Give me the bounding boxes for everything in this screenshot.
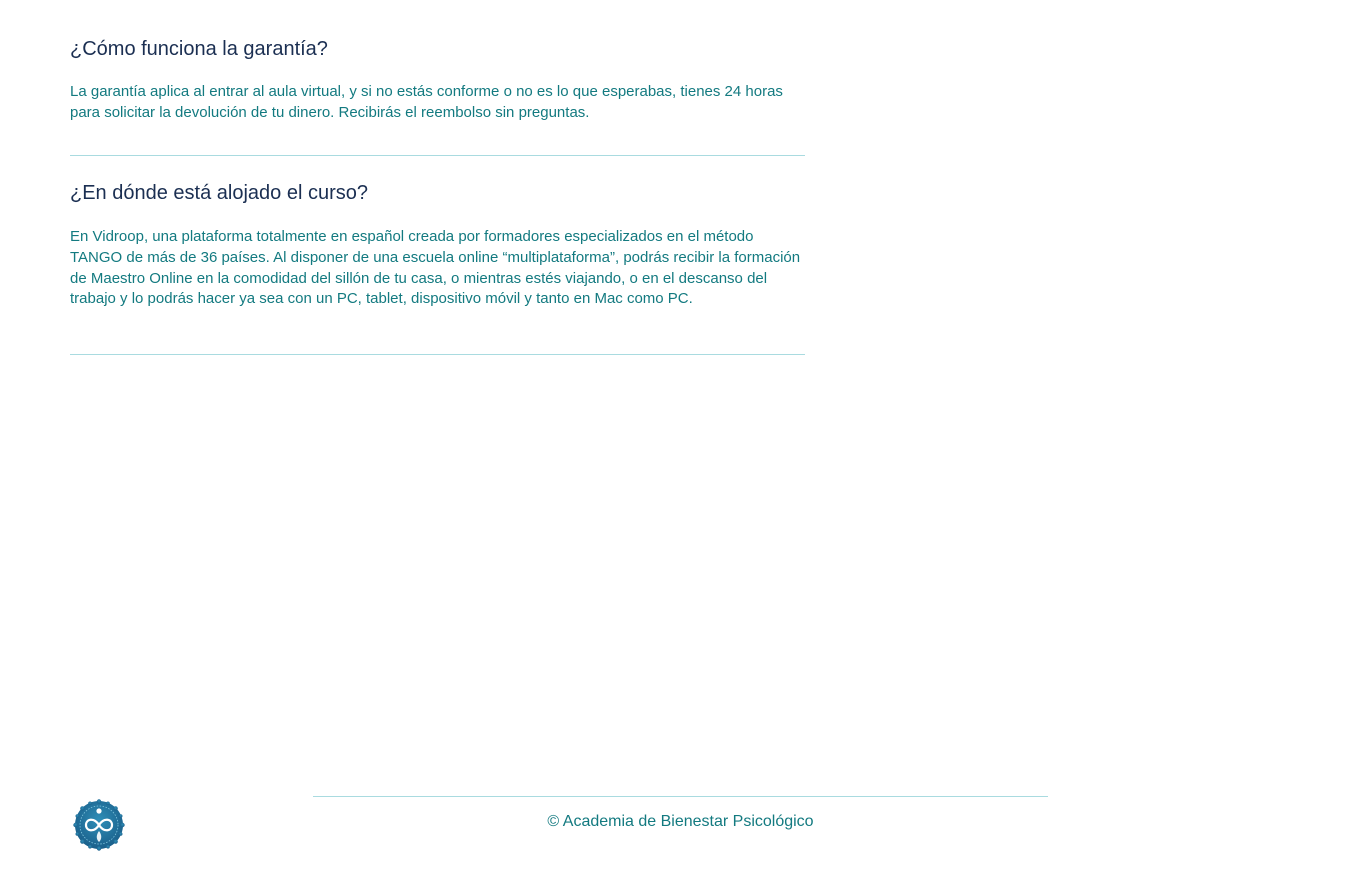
faq-question-guarantee: ¿Cómo funciona la garantía? xyxy=(70,38,328,60)
faq-answer-guarantee: La garantía aplica al entrar al aula virtual, y si no estás conforme o no es lo que esperabas, tienes 24 horas para solicitar la devolución de tu dinero. Recibirás el reembolso sin preguntas. xyxy=(70,83,783,121)
footer-divider xyxy=(313,796,1048,797)
faq-item-guarantee xyxy=(70,0,805,156)
faq-item-hosting xyxy=(70,156,805,355)
faq-question-hosting: ¿En dónde está alojado el curso? xyxy=(70,182,368,204)
footer-copyright: © Academia de Bienestar Psicológico xyxy=(547,813,814,830)
infinity-mandala-logo-icon[interactable] xyxy=(72,798,126,852)
faq-answer-hosting: En Vidroop, una plataforma totalmente en español creada por formadores especializados en el método TANGO de más de 36 países. Al disponer de una escuela online “multiplataforma”, podrás recibir la formación de Maestro Online en la comodidad del sillón de tu casa, o mientras estés viajando, o en el descanso del trabajo y lo podrás hacer ya sea con un PC, tablet, dispositivo móvil y tanto en Mac como PC. xyxy=(70,228,801,308)
